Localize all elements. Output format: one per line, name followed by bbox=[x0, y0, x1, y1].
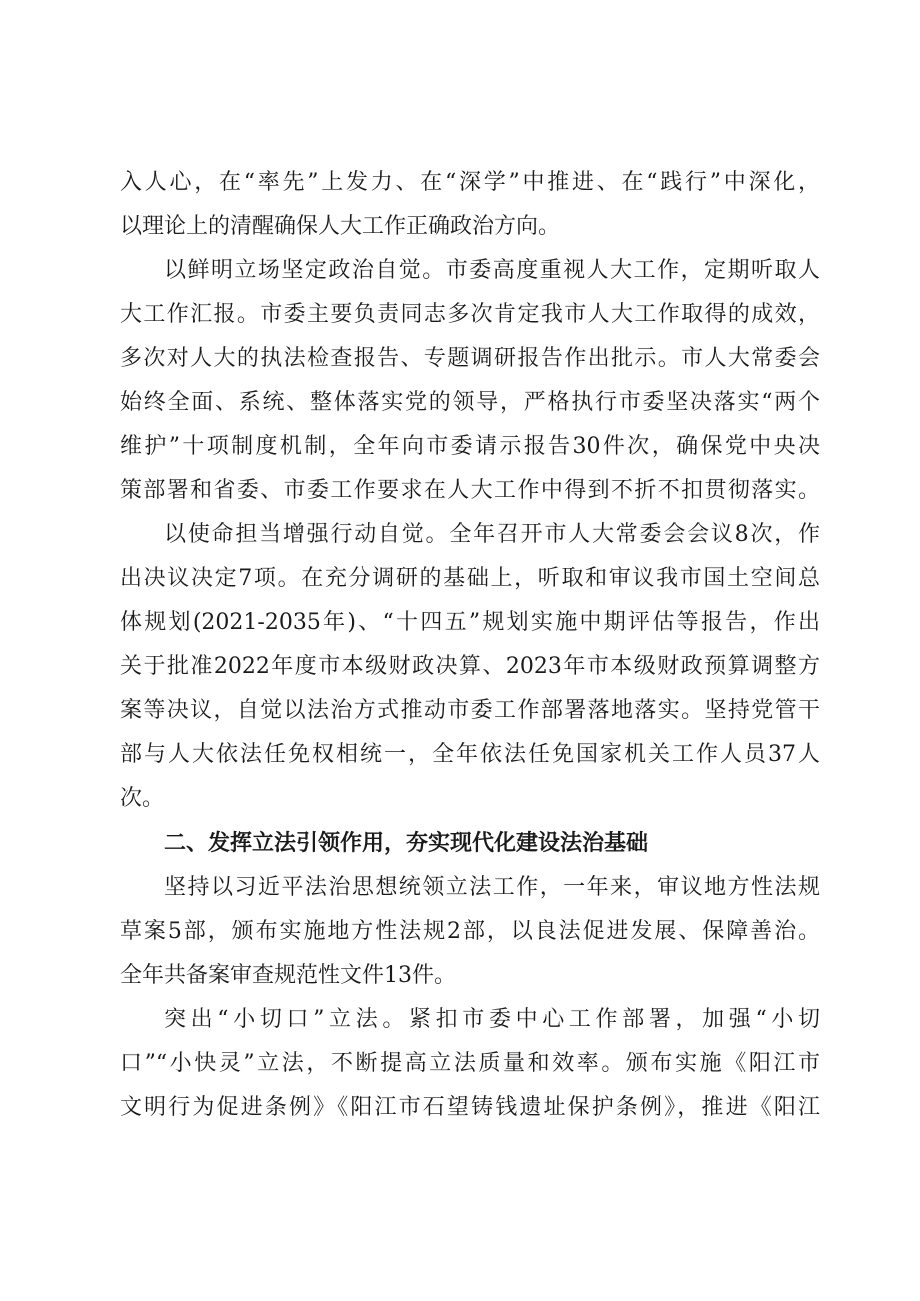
body-text-line: 草案5部，颁布实施地方性法规2部，以良法促进发展、保障善治。 bbox=[120, 919, 820, 944]
body-text-line: 案等决议，自觉以法治方式推动市委工作部署落地落实。坚持党管干 bbox=[120, 698, 820, 723]
body-text-line: 关于批准2022年度市本级财政决算、2023年市本级财政预算调整方 bbox=[120, 654, 820, 679]
body-text-line: 入人心，在“率先”上发力、在“深学”中推进、在“践行”中深化， bbox=[120, 170, 820, 195]
paragraph-first-line: 突出“小切口”立法。紧扣市委中心工作部署，加强“小切 bbox=[164, 1007, 820, 1032]
body-text-line: 大工作汇报。市委主要负责同志多次肯定我市人大工作取得的成效， bbox=[120, 302, 820, 327]
body-text-line: 出决议决定7项。在充分调研的基础上，听取和审议我市国土空间总 bbox=[120, 566, 820, 591]
paragraph-first-line: 以使命担当增强行动自觉。全年召开市人大常委会会议8次，作 bbox=[164, 522, 820, 547]
body-text-line: 多次对人大的执法检查报告、专题调研报告作出批示。市人大常委会 bbox=[120, 346, 820, 371]
body-text-line: 次。 bbox=[120, 786, 165, 811]
body-text-line: 全年共备案审查规范性文件13件。 bbox=[120, 963, 456, 988]
body-text-line: 口”“小快灵”立法，不断提高立法质量和效率。颁布实施《阳江市 bbox=[120, 1051, 820, 1076]
body-text-line: 部与人大依法任免权相统一，全年依法任免国家机关工作人员37人 bbox=[120, 742, 820, 767]
body-text-line: 维护”十项制度机制，全年向市委请示报告30件次，确保党中央决 bbox=[120, 434, 820, 459]
paragraph-first-line: 坚持以习近平法治思想统领立法工作，一年来，审议地方性法规 bbox=[164, 875, 820, 900]
paragraph-first-line: 以鲜明立场坚定政治自觉。市委高度重视人大工作，定期听取人 bbox=[164, 258, 820, 283]
section-heading: 二、发挥立法引领作用，夯实现代化建设法治基础 bbox=[164, 831, 649, 856]
body-text-line: 始终全面、系统、整体落实党的领导，严格执行市委坚决落实“两个 bbox=[120, 390, 820, 415]
body-text-line: 文明行为促进条例》《阳江市石望铸钱遗址保护条例》，推进《阳江 bbox=[120, 1095, 820, 1120]
body-text-line: 以理论上的清醒确保人大工作正确政治方向。 bbox=[120, 214, 561, 239]
body-text-line: 体规划(2021-2035年)、“十四五”规划实施中期评估等报告，作出 bbox=[120, 610, 820, 635]
body-text-line: 策部署和省委、市委工作要求在人大工作中得到不折不扣贯彻落实。 bbox=[120, 478, 820, 503]
